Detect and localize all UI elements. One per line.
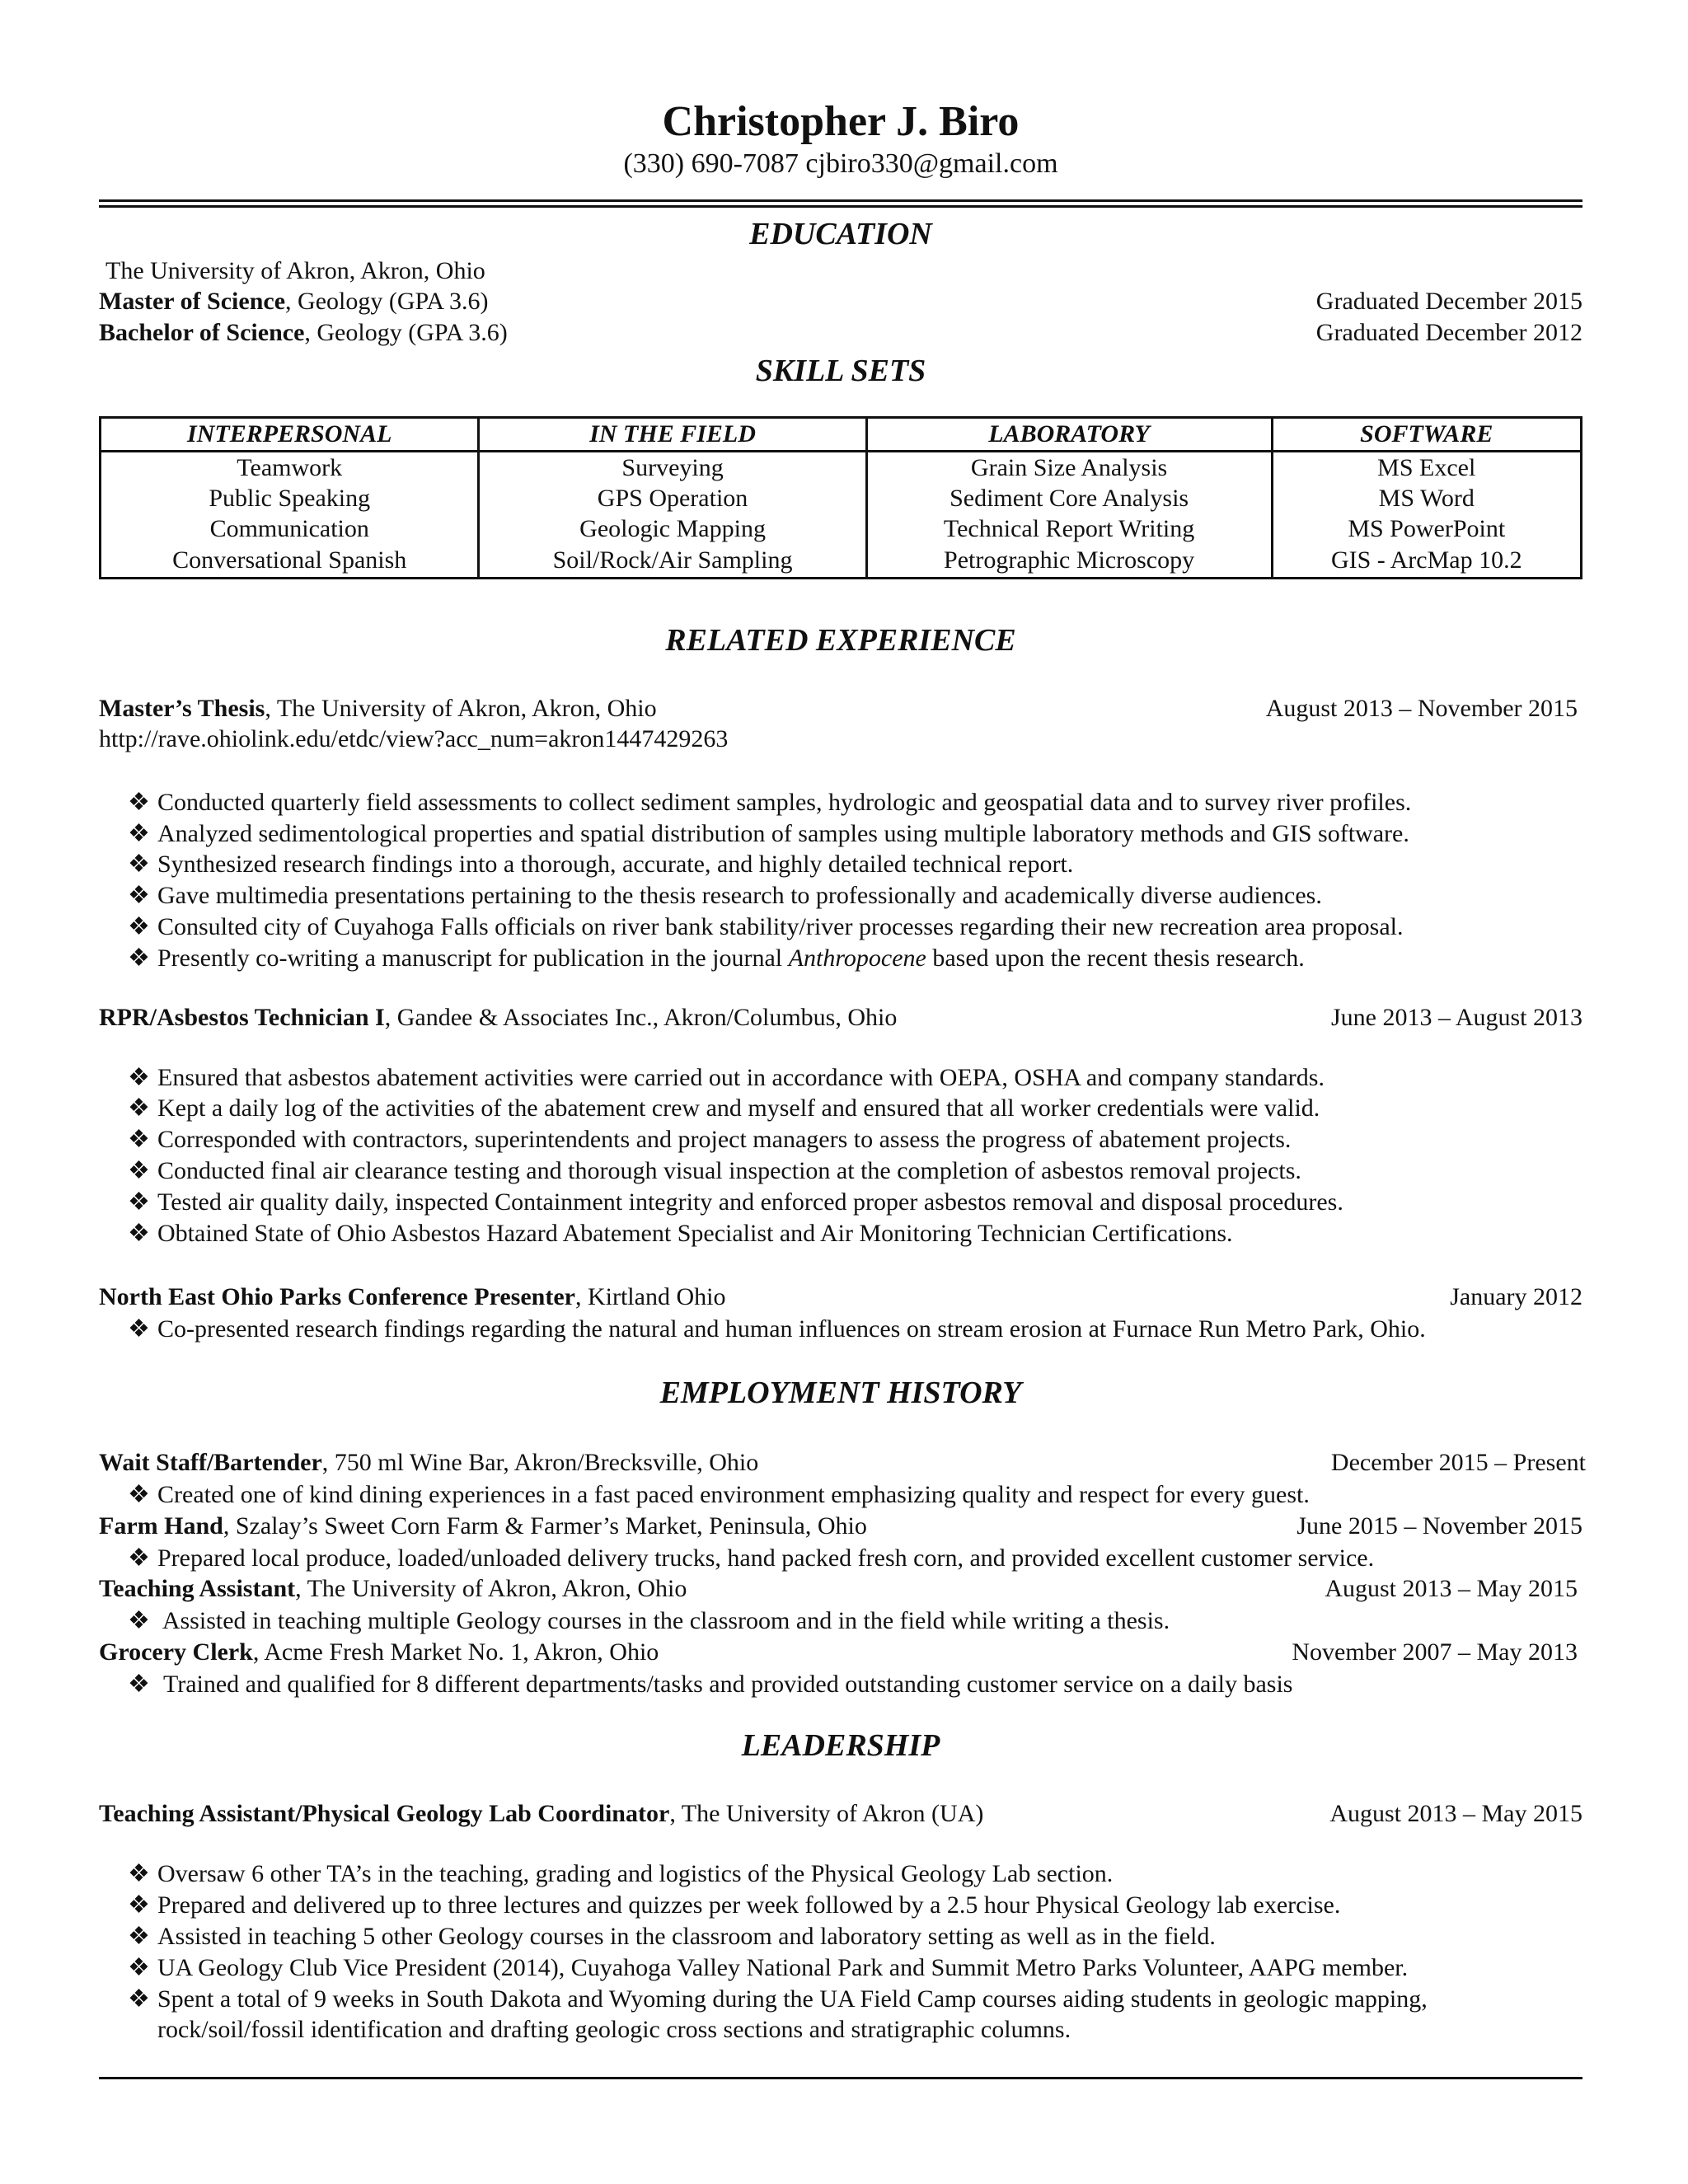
- list-item: [128, 881, 1582, 910]
- job-entry-header: [99, 1449, 1586, 1477]
- skills-row: [101, 513, 1582, 544]
- bullet-text: Tested air quality daily, inspected Containment integrity and enforced proper asbestos removal and disposal procedures.: [157, 1188, 1343, 1216]
- entry-title: RPR/Asbestos Technician I: [99, 1004, 385, 1031]
- entry-title: North East Ohio Parks Conference Presenter: [99, 1283, 575, 1310]
- bullet-text: Kept a daily log of the activities of the abatement crew and myself and ensured that all worker credentials were valid.: [157, 1094, 1320, 1122]
- skill-cell: GIS - ArcMap 10.2: [1272, 544, 1581, 579]
- job-entry-header: [99, 1575, 1582, 1603]
- list-item: [128, 1094, 1582, 1122]
- skill-cell: Soil/Rock/Air Sampling: [479, 544, 866, 579]
- list-item: [128, 1188, 1582, 1216]
- bullet-text: Synthesized research findings into a thorough, accurate, and highly detailed technical report.: [157, 851, 1074, 878]
- education-degree-bs: [99, 319, 1582, 347]
- leadership-heading: LEADERSHIP: [741, 1728, 940, 1763]
- skill-cell: MS Word: [1272, 483, 1581, 513]
- list-item: [128, 1891, 1582, 1919]
- job-entry-header: [99, 1638, 1582, 1666]
- bullet-icon: ❖: [128, 789, 150, 816]
- bullet-icon: ❖: [128, 1671, 150, 1698]
- entry-dates: August 2013 – May 2015: [1325, 1575, 1578, 1602]
- bullet-icon: ❖: [128, 1157, 150, 1184]
- bullet-icon: ❖: [128, 820, 150, 847]
- bullet-text: Obtained State of Ohio Asbestos Hazard Abatement Specialist and Air Monitoring Technician Certifications.: [157, 1220, 1233, 1247]
- skill-cell: Geologic Mapping: [479, 513, 866, 544]
- bullet-continuation: rock/soil/fossil identification and drafting geologic cross sections and stratigraphic columns.: [157, 2016, 1071, 2043]
- skill-cell: Grain Size Analysis: [866, 452, 1272, 484]
- thesis-entry-header: [99, 695, 1582, 723]
- list-item: [128, 1606, 1582, 1635]
- bullet-text: Conducted final air clearance testing and thorough visual inspection at the completion of asbestos removal projects.: [157, 1157, 1301, 1184]
- bullet-text: Gave multimedia presentations pertaining to the thesis research to professionally and academically diverse audiences.: [157, 882, 1322, 909]
- job-entry-header: [99, 1512, 1582, 1540]
- bullet-icon: ❖: [128, 1923, 150, 1950]
- bullet-icon: ❖: [128, 1954, 150, 1981]
- list-item: [128, 944, 1582, 972]
- bullet-icon: ❖: [128, 1985, 150, 2013]
- entry-org: , Acme Fresh Market No. 1, Akron, Ohio: [252, 1638, 659, 1666]
- bullet-text: Presently co-writing a manuscript for publication in the journal: [157, 944, 789, 972]
- entry-org: , Szalay’s Sweet Corn Farm & Farmer’s Market, Peninsula, Ohio: [223, 1512, 867, 1540]
- list-item: [128, 1985, 1582, 2013]
- degree-date: Graduated December 2015: [1315, 288, 1582, 315]
- entry-title: Farm Hand: [99, 1512, 223, 1540]
- skills-header-row: [101, 418, 1582, 452]
- related-experience-heading: RELATED EXPERIENCE: [665, 623, 1016, 658]
- skill-cell: Surveying: [479, 452, 866, 484]
- entry-title: Teaching Assistant/Physical Geology Lab Coordinator: [99, 1800, 670, 1827]
- list-item: [128, 1156, 1582, 1185]
- skills-table: [99, 416, 1582, 579]
- skills-row: [101, 483, 1582, 513]
- bullet-text: Ensured that asbestos abatement activities were carried out in accordance with OEPA, OSHA and company standards.: [157, 1064, 1325, 1091]
- bullet-icon: ❖: [128, 851, 150, 878]
- contact-line: (330) 690-7087 cjbiro330@gmail.com: [623, 148, 1058, 179]
- bullet-icon: ❖: [128, 1891, 150, 1919]
- entry-title: Teaching Assistant: [99, 1575, 296, 1602]
- bullet-icon: ❖: [128, 1607, 150, 1634]
- skills-row: [101, 544, 1582, 579]
- entry-dates: June 2013 – August 2013: [1330, 1004, 1582, 1031]
- candidate-name: Christopher J. Biro: [662, 98, 1020, 145]
- thesis-url: http://rave.ohiolink.edu/etdc/view?acc_num=akron1447429263: [99, 725, 729, 752]
- bullet-text: Co-presented research findings regarding the natural and human influences on stream erosion at Furnace Run Metro Park, Ohio.: [157, 1315, 1426, 1343]
- degree-title: Bachelor of Science: [99, 319, 305, 346]
- skill-cell: Teamwork: [101, 452, 479, 484]
- entry-dates: August 2013 – November 2015: [1265, 695, 1578, 722]
- bullet-icon: ❖: [128, 1860, 150, 1887]
- bullet-text: Assisted in teaching 5 other Geology courses in the classroom and laboratory setting as well as in the field.: [157, 1923, 1216, 1950]
- skill-cell: Technical Report Writing: [866, 513, 1272, 544]
- bullet-icon: ❖: [128, 913, 150, 940]
- skills-column-header: INTERPERSONAL: [101, 418, 479, 452]
- bullet-text: Prepared and delivered up to three lectures and quizzes per week followed by a 2.5 hour Physical Geology lab exercise.: [157, 1891, 1341, 1919]
- entry-org: , Kirtland Ohio: [574, 1283, 726, 1310]
- bullet-icon: ❖: [128, 1220, 150, 1247]
- entry-title: Wait Staff/Bartender: [99, 1449, 322, 1476]
- skill-cell: Public Speaking: [101, 483, 479, 513]
- skills-column-header: LABORATORY: [866, 418, 1272, 452]
- rpr-entry-header: [99, 1004, 1582, 1032]
- skills-row: [101, 452, 1582, 484]
- skill-cell: Petrographic Microscopy: [866, 544, 1272, 579]
- bullet-icon: ❖: [128, 1064, 150, 1091]
- bullet-icon: ❖: [128, 944, 150, 972]
- header-divider: [99, 199, 1582, 208]
- entry-dates: August 2013 – May 2015: [1329, 1800, 1582, 1827]
- skills-column-header: SOFTWARE: [1272, 418, 1581, 452]
- degree-date: Graduated December 2012: [1315, 319, 1582, 346]
- bullet-text: Analyzed sedimentological properties and spatial distribution of samples using multiple laboratory methods and GIS software.: [157, 820, 1409, 847]
- degree-field: , Geology (GPA 3.6): [285, 288, 489, 315]
- entry-org: , The University of Akron, Akron, Ohio: [265, 695, 657, 722]
- entry-dates: December 2015 – Present: [1330, 1449, 1586, 1476]
- skill-cell: Sediment Core Analysis: [866, 483, 1272, 513]
- skill-cell: GPS Operation: [479, 483, 866, 513]
- list-item: [128, 1859, 1582, 1888]
- bullet-text: based upon the recent thesis research.: [926, 944, 1305, 972]
- bullet-text: Assisted in teaching multiple Geology courses in the classroom and in the field while writing a thesis.: [157, 1607, 1170, 1634]
- entry-dates: November 2007 – May 2013: [1292, 1638, 1578, 1666]
- employment-heading: EMPLOYMENT HISTORY: [659, 1376, 1022, 1410]
- list-item: [128, 1953, 1582, 1982]
- skills-column-header: IN THE FIELD: [479, 418, 866, 452]
- list-item: [128, 1544, 1582, 1572]
- education-degree-ms: [99, 288, 1582, 316]
- list-item: [128, 1219, 1582, 1248]
- bullet-text: Created one of kind dining experiences in a fast paced environment emphasizing quality and respect for every guest.: [157, 1481, 1310, 1508]
- list-item: [128, 850, 1582, 879]
- degree-field: , Geology (GPA 3.6): [304, 319, 508, 346]
- skill-cell: Communication: [101, 513, 479, 544]
- bullet-text: Trained and qualified for 8 different departments/tasks and provided outstanding customer service on a daily basis: [157, 1671, 1293, 1698]
- bullet-icon: ❖: [128, 1315, 150, 1343]
- list-item: [128, 1922, 1582, 1951]
- education-school: The University of Akron, Akron, Ohio: [106, 257, 485, 284]
- bullet-icon: ❖: [128, 1126, 150, 1153]
- list-item: [128, 1315, 1582, 1343]
- neo-entry-header: [99, 1283, 1582, 1311]
- bullet-text: UA Geology Club Vice President (2014), Cuyahoga Valley National Park and Summit Metro Parks Volunteer, AAPG member.: [157, 1954, 1409, 1981]
- entry-org: , The University of Akron (UA): [669, 1800, 984, 1827]
- bullet-icon: ❖: [128, 1094, 150, 1122]
- skill-cell: Conversational Spanish: [101, 544, 479, 579]
- degree-title: Master of Science: [99, 288, 286, 315]
- entry-title: Master’s Thesis: [99, 695, 265, 722]
- skill-cell: MS PowerPoint: [1272, 513, 1581, 544]
- bullet-text: Oversaw 6 other TA’s in the teaching, grading and logistics of the Physical Geology Lab section.: [157, 1860, 1114, 1887]
- bullet-text: Prepared local produce, loaded/unloaded delivery trucks, hand packed fresh corn, and provided excellent customer service.: [157, 1544, 1375, 1572]
- entry-org: , The University of Akron, Akron, Ohio: [295, 1575, 687, 1602]
- bullet-icon: ❖: [128, 1544, 150, 1572]
- list-item: [128, 1063, 1582, 1092]
- list-item: [128, 1670, 1582, 1699]
- bullet-text: Corresponded with contractors, superintendents and project managers to assess the progress of abatement projects.: [157, 1126, 1292, 1153]
- bullet-icon: ❖: [128, 882, 150, 909]
- list-item: [128, 1125, 1582, 1154]
- bullet-text: Conducted quarterly field assessments to collect sediment samples, hydrologic and geospatial data and to survey river profiles.: [157, 789, 1412, 816]
- bullet-text: Consulted city of Cuyahoga Falls officials on river bank stability/river processes regarding their new recreation area proposal.: [157, 913, 1404, 940]
- list-item: [128, 788, 1582, 817]
- footer-divider: [99, 2077, 1582, 2079]
- entry-org: , 750 ml Wine Bar, Akron/Brecksville, Ohio: [321, 1449, 759, 1476]
- journal-name: Anthropocene: [788, 944, 926, 972]
- bullet-icon: ❖: [128, 1188, 150, 1216]
- bullet-text: Spent a total of 9 weeks in South Dakota and Wyoming during the UA Field Camp courses aiding students in geologic mapping,: [157, 1985, 1428, 2013]
- entry-dates: June 2015 – November 2015: [1296, 1512, 1582, 1540]
- list-item: [128, 819, 1582, 848]
- bullet-icon: ❖: [128, 1481, 150, 1508]
- entry-title: Grocery Clerk: [99, 1638, 253, 1666]
- education-heading: EDUCATION: [749, 217, 932, 251]
- skills-heading: SKILL SETS: [755, 354, 926, 388]
- list-item: [128, 912, 1582, 941]
- skill-cell: MS Excel: [1272, 452, 1581, 484]
- entry-org: , Gandee & Associates Inc., Akron/Columbus, Ohio: [384, 1004, 898, 1031]
- entry-dates: January 2012: [1450, 1283, 1582, 1310]
- leadership-entry-header: [99, 1800, 1582, 1828]
- list-item: [128, 1480, 1582, 1509]
